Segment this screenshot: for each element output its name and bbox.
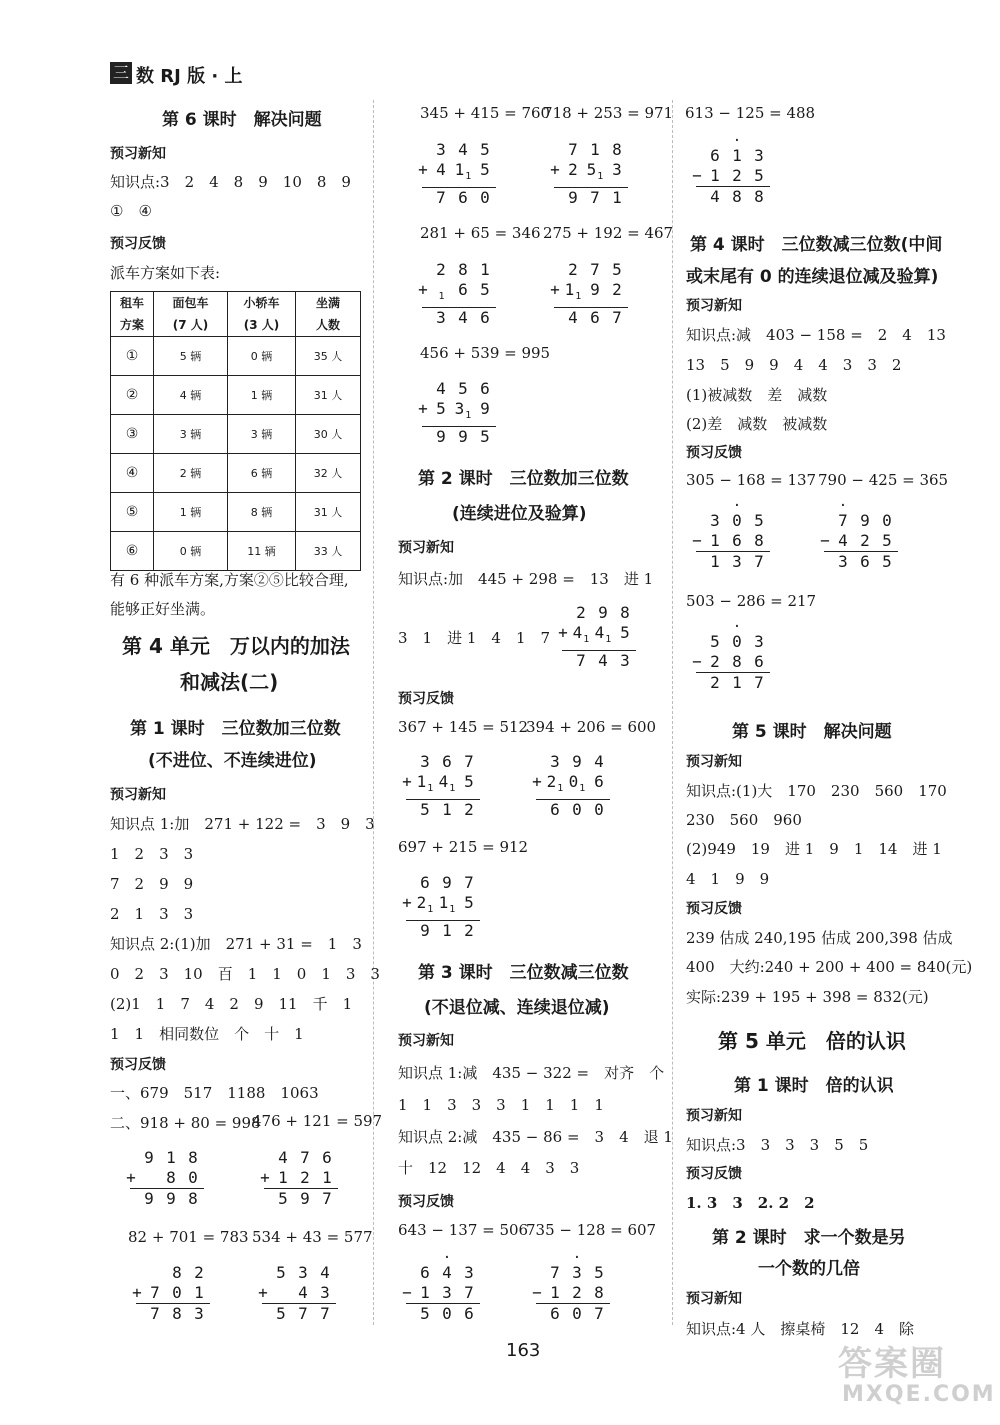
vertical-calc: 7 · 3 5 − 1 2 8 6 0 7 — [530, 1263, 610, 1324]
table-cell: 4 辆 — [154, 376, 228, 415]
lesson-subtitle: (连续进位及验算) — [452, 504, 587, 524]
section-label: 预习新知 — [398, 1033, 454, 1049]
lesson-subtitle: (不进位、不连续进位) — [148, 751, 317, 771]
equation: 613 − 125 = 488 — [685, 104, 816, 122]
text-line: 2 1 3 3 — [110, 905, 194, 923]
vertical-calc: 4 5 6 + 5 $3_1$ 9 9 9 5 — [416, 379, 496, 447]
table-cell: ⑤ — [111, 493, 154, 532]
unit-title: 和减法(二) — [180, 670, 279, 694]
text-line: 实际:239 + 195 + 398 = 832(元) — [686, 988, 929, 1006]
table-cell: 2 辆 — [154, 454, 228, 493]
vertical-calc: 3 9 4 + $2_1$ $0_1$ 6 6 0 0 — [530, 752, 610, 820]
vertical-calc: 3 6 7 + $1_1$ $4_1$ 5 5 1 2 — [400, 752, 480, 820]
text-line: 1 1 3 3 3 1 1 1 1 — [398, 1096, 604, 1114]
text-line: 派车方案如下表: — [110, 264, 221, 282]
vertical-calc: 5 3 4 + 4 3 5 7 7 — [256, 1263, 336, 1324]
table-cell: 3 辆 — [154, 415, 228, 454]
text-line: 知识点:3 3 3 3 5 5 — [686, 1136, 869, 1154]
vertical-calc: 9 1 8 + 8 0 9 9 8 — [124, 1148, 204, 1209]
table-cell: ① — [111, 337, 154, 376]
lesson-subtitle: (不退位减、连续退位减) — [424, 998, 610, 1018]
table-row — [111, 493, 361, 532]
equation: 二、918 + 80 = 998 — [110, 1114, 261, 1132]
equation: 305 − 168 = 137 — [686, 471, 817, 489]
text-line: (2)949 19 进 1 9 1 14 进 1 — [686, 840, 942, 858]
equation: 534 + 43 = 577 — [252, 1228, 373, 1246]
vertical-calc: 7 1 8 + 2 $5_1$ 3 9 7 1 — [548, 140, 628, 208]
table-cell: ② — [111, 376, 154, 415]
section-label: 预习新知 — [686, 298, 742, 314]
equation: 476 + 121 = 597 — [252, 1112, 383, 1130]
section-label: 预习反馈 — [686, 445, 742, 461]
table-cell: 35 人 — [296, 337, 361, 376]
text-line: 知识点:(1)大 170 230 560 170 — [686, 782, 947, 800]
lesson-title: 第 1 课时 三位数加三位数 — [130, 719, 341, 739]
text-line: (2)1 1 7 4 2 9 11 千 1 — [110, 995, 353, 1013]
equation: 394 + 206 = 600 — [526, 718, 657, 736]
text-line: 0 2 3 10 百 1 1 0 1 3 3 — [110, 965, 380, 983]
table-header-row — [111, 292, 361, 337]
table-cell: 3 辆 — [228, 415, 296, 454]
text-line: 知识点:加 445 + 298 = 13 进 1 — [398, 570, 654, 588]
column-divider — [373, 100, 374, 1325]
text-line: (1)被减数 差 减数 — [686, 386, 828, 404]
equation: 790 − 425 = 365 — [818, 471, 949, 489]
table-header-cell: 小轿车 (3 人) — [228, 292, 296, 337]
section-label: 预习新知 — [686, 1291, 742, 1307]
vertical-calc: 6 9 7 + $2_1$ $1_1$ 5 9 1 2 — [400, 873, 480, 941]
unit-title: 第 4 单元 万以内的加法 — [122, 634, 350, 658]
table-cell: 30 人 — [296, 415, 361, 454]
vertical-calc: 5 · 0 3 − 2 8 6 2 1 7 — [690, 632, 770, 693]
text-line: 有 6 种派车方案,方案②⑤比较合理, — [110, 571, 349, 589]
text-line: 13 5 9 9 4 4 3 3 2 — [686, 356, 902, 374]
vertical-calc: 2 9 8 + $4_1$ $4_1$ 5 7 4 3 — [556, 603, 636, 671]
equation: 281 + 65 = 346 — [420, 224, 541, 242]
table-cell: 32 人 — [296, 454, 361, 493]
equation: 643 − 137 = 506 — [398, 1221, 529, 1239]
vertical-calc: 2 7 5 + $1_1$ 9 2 4 6 7 — [548, 260, 628, 328]
text-line: ① ④ — [110, 202, 152, 220]
text-line: 400 大约:240 + 200 + 400 = 840(元) — [686, 958, 973, 976]
text-line: 1 2 3 3 — [110, 845, 194, 863]
table-cell: 31 人 — [296, 376, 361, 415]
table-header-cell: 面包车 (7 人) — [154, 292, 228, 337]
table-cell: 1 辆 — [154, 493, 228, 532]
section-label: 预习新知 — [110, 146, 166, 162]
table-cell: 33 人 — [296, 532, 361, 571]
equation: 367 + 145 = 512 — [398, 718, 529, 736]
section-label: 预习新知 — [110, 787, 166, 803]
table-cell: 11 辆 — [228, 532, 296, 571]
lesson-title: 第 2 课时 求一个数是另 — [712, 1228, 906, 1248]
table-cell: 0 辆 — [154, 532, 228, 571]
unit-title: 第 5 单元 倍的认识 — [718, 1029, 906, 1053]
lesson-title: 第 4 课时 三位数减三位数(中间 — [690, 235, 943, 255]
vertical-calc: 6 · 1 3 − 1 2 5 4 8 8 — [690, 146, 770, 207]
table-cell: 1 辆 — [228, 376, 296, 415]
section-label: 预习反馈 — [398, 1194, 454, 1210]
lesson-title: 第 1 课时 倍的认识 — [734, 1076, 894, 1096]
lesson-title: 第 2 课时 三位数加三位数 — [418, 469, 629, 489]
equation: 345 + 415 = 760 — [420, 104, 551, 122]
table-cell: 6 辆 — [228, 454, 296, 493]
table-row — [111, 376, 361, 415]
text-line: 知识点 1:加 271 + 122 = 3 9 3 — [110, 815, 375, 833]
section-label: 预习新知 — [686, 754, 742, 770]
table-row — [111, 415, 361, 454]
equation: 718 + 253 = 971 — [543, 104, 674, 122]
dispatch-table — [110, 291, 361, 571]
table-header-cell: 坐满 人数 — [296, 292, 361, 337]
vertical-calc: · 7 9 0 − 4 2 5 3 6 5 — [818, 511, 898, 572]
vertical-calc: 4 7 6 + 1 2 1 5 9 7 — [258, 1148, 338, 1209]
text-line: 能够正好坐满。 — [110, 600, 216, 618]
watermark-url: MXQE.COM — [842, 1382, 996, 1407]
equation: 275 + 192 = 467 — [543, 224, 674, 242]
text-line: 1. 3 3 2. 2 2 — [686, 1194, 815, 1212]
section-label: 预习反馈 — [398, 691, 454, 707]
lesson-title: 第 5 课时 解决问题 — [732, 722, 892, 742]
section-label: 预习反馈 — [686, 901, 742, 917]
text-line: 1 1 相同数位 个 十 1 — [110, 1025, 304, 1043]
text-line: 7 2 9 9 — [110, 875, 194, 893]
lesson-title: 或末尾有 0 的连续退位减及验算) — [686, 267, 939, 287]
table-row — [111, 337, 361, 376]
text-line: 239 估成 240,195 估成 200,398 估成 — [686, 929, 953, 947]
lesson-title: 第 6 课时 解决问题 — [162, 110, 322, 130]
vertical-calc: 3 · 0 5 − 1 6 8 1 3 7 — [690, 511, 770, 572]
equation: 735 − 128 = 607 — [526, 1221, 657, 1239]
equation: 456 + 539 = 995 — [420, 344, 551, 362]
section-label: 预习反馈 — [686, 1166, 742, 1182]
text-line: 230 560 960 — [686, 811, 802, 829]
table-cell: 8 辆 — [228, 493, 296, 532]
vertical-calc: 3 4 5 + 4 $1_1$ 5 7 6 0 — [416, 140, 496, 208]
equation: 82 + 701 = 783 — [128, 1228, 249, 1246]
lesson-title: 第 3 课时 三位数减三位数 — [418, 963, 629, 983]
table-cell: 31 人 — [296, 493, 361, 532]
text-line: 知识点 2:(1)加 271 + 31 = 1 3 — [110, 935, 362, 953]
section-label: 预习反馈 — [110, 1057, 166, 1073]
text-line: 3 1 进 1 4 1 7 — [398, 629, 551, 647]
vertical-calc: 2 8 1 + $_1$ 6 5 3 4 6 — [416, 260, 496, 328]
header-icon: 三 — [110, 62, 132, 84]
text-line: 知识点:4 人 擦桌椅 12 4 除 — [686, 1320, 914, 1338]
text-line: 一、679 517 1188 1063 — [110, 1084, 319, 1102]
equation: 697 + 215 = 912 — [398, 838, 529, 856]
watermark-logo: 答案圈 — [838, 1344, 946, 1384]
text-line: (2)差 减数 被减数 — [686, 415, 828, 433]
table-header-cell: 租车 方案 — [111, 292, 154, 337]
text-line: 十 12 12 4 4 3 3 — [398, 1159, 580, 1177]
section-label: 预习反馈 — [110, 236, 166, 252]
text-line: 知识点:3 2 4 8 9 10 8 9 — [110, 173, 351, 191]
table-cell: ④ — [111, 454, 154, 493]
header-title: 数 RJ 版 · 上 — [136, 66, 243, 87]
table-cell: 0 辆 — [228, 337, 296, 376]
table-cell: 5 辆 — [154, 337, 228, 376]
text-line: 知识点 2:减 435 − 86 = 3 4 退 1 — [398, 1128, 673, 1146]
text-line: 知识点 1:减 435 − 322 = 对齐 个 — [398, 1064, 665, 1082]
table-row — [111, 532, 361, 571]
table-cell: ③ — [111, 415, 154, 454]
vertical-calc: 8 2 + 7 0 1 7 8 3 — [130, 1263, 210, 1324]
equation: 503 − 286 = 217 — [686, 592, 817, 610]
text-line: 4 1 9 9 — [686, 870, 770, 888]
table-cell: ⑥ — [111, 532, 154, 571]
vertical-calc: 6 · 4 3 − 1 3 7 5 0 6 — [400, 1263, 480, 1324]
table-row — [111, 454, 361, 493]
lesson-title: 一个数的几倍 — [758, 1259, 860, 1279]
page-number: 163 — [506, 1340, 541, 1361]
text-line: 知识点:减 403 − 158 = 2 4 13 — [686, 326, 946, 344]
section-label: 预习新知 — [686, 1108, 742, 1124]
section-label: 预习新知 — [398, 540, 454, 556]
